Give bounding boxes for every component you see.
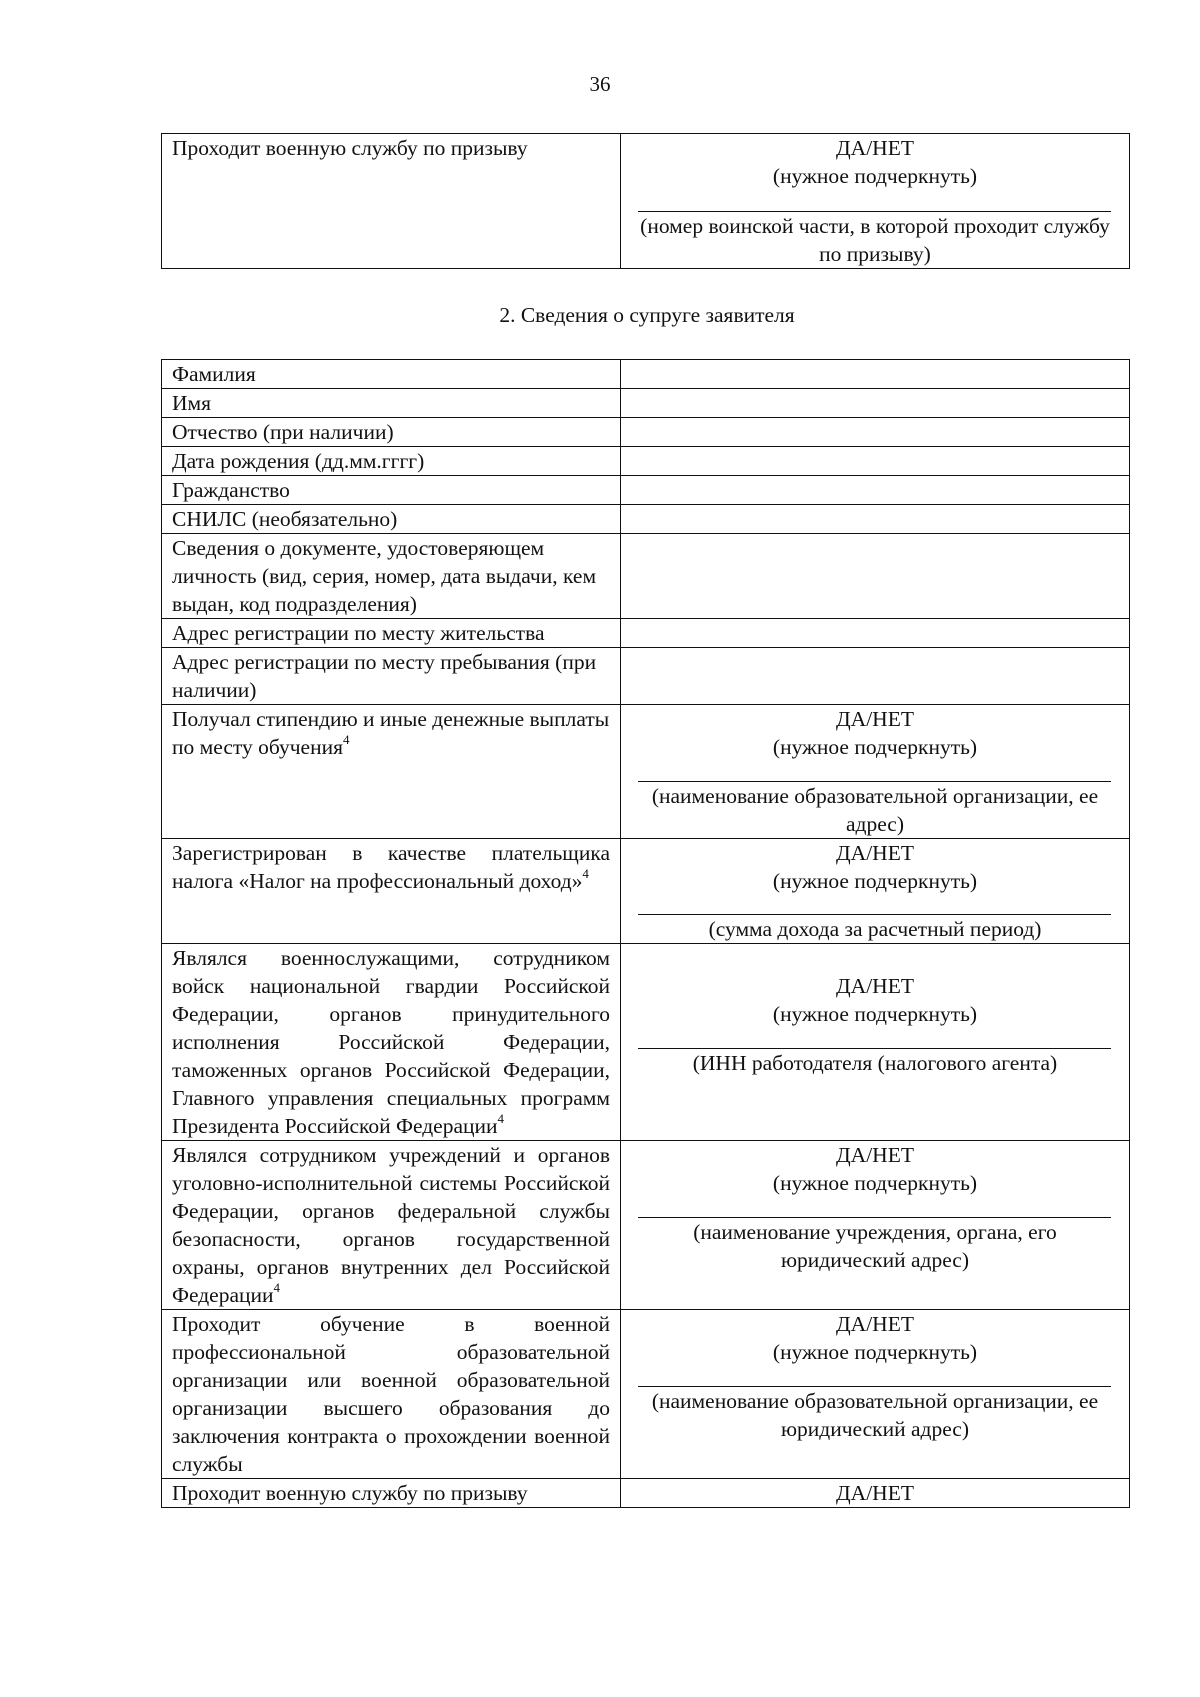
page-number: 36 [589, 72, 611, 96]
field-caption: (сумма дохода за расчетный период) [708, 917, 1042, 941]
spouse-info-table [161, 359, 1130, 1508]
row-label-cell [162, 839, 621, 944]
field-caption: (ИНН работодателя (налогового агента) [692, 1051, 1058, 1075]
input-cell[interactable] [621, 648, 1130, 705]
input-cell[interactable] [621, 476, 1130, 505]
row-label-cell [162, 705, 621, 839]
yes-no-choice[interactable]: ДА/НЕТ [836, 1481, 914, 1505]
yes-no-choice[interactable]: ДА/НЕТ [836, 136, 914, 160]
row-label: Зарегистрирован в качестве плательщика налога «Налог на профессиональный доход» [172, 841, 610, 893]
table-row [162, 944, 1130, 1141]
row-value-cell [621, 134, 1130, 269]
row-label: Адрес регистрации по месту пребывания (при наличии) [162, 648, 621, 705]
row-label: Фамилия [162, 360, 621, 389]
underline-hint: (нужное подчеркнуть) [772, 1340, 978, 1364]
row-label-cell [162, 944, 621, 1141]
table-row [162, 1479, 1130, 1508]
row-value-cell [621, 839, 1130, 944]
input-cell[interactable] [621, 505, 1130, 534]
row-value-cell [621, 1141, 1130, 1310]
input-cell[interactable] [621, 360, 1130, 389]
row-label: Проходит военную службу по призыву [162, 134, 621, 269]
table-row [162, 134, 1130, 269]
yes-no-choice[interactable]: ДА/НЕТ [836, 1143, 914, 1167]
row-label: Являлся военнослужащими, сотрудником войск национальной гвардии Российской Федерации, органов принудительного исполнения Российской Федерации, таможенных органов Российской Федерации, Главного управления специальных программ Президента Российской Федерации [172, 946, 610, 1138]
row-label-cell [162, 1141, 621, 1310]
row-value-cell [621, 1310, 1130, 1479]
input-cell[interactable] [621, 447, 1130, 476]
input-cell[interactable] [621, 418, 1130, 447]
table-row [162, 447, 1130, 476]
table-row [162, 648, 1130, 705]
underline-hint: (нужное подчеркнуть) [772, 1002, 978, 1026]
row-label: СНИЛС (необязательно) [162, 505, 621, 534]
table-row [162, 839, 1130, 944]
yes-no-choice[interactable]: ДА/НЕТ [836, 974, 914, 998]
row-label: Адрес регистрации по месту жительства [162, 619, 621, 648]
input-cell[interactable] [621, 389, 1130, 418]
row-value-cell [621, 1479, 1130, 1508]
row-label: Отчество (при наличии) [162, 418, 621, 447]
underline-hint: (нужное подчеркнуть) [772, 1171, 978, 1195]
field-caption: (номер воинской части, в которой проходит службу по призыву) [640, 214, 1110, 266]
yes-no-choice[interactable]: ДА/НЕТ [836, 707, 914, 731]
table-row [162, 389, 1130, 418]
row-label: Проходит обучение в военной профессиональной образовательной организации или военной образовательной организации высшего образования до заключения контракта о прохождении военной службы [162, 1310, 621, 1479]
table-row [162, 360, 1130, 389]
yes-no-choice[interactable]: ДА/НЕТ [836, 1312, 914, 1336]
footnote-mark: 4 [582, 865, 589, 881]
table-row [162, 418, 1130, 447]
row-label: Имя [162, 389, 621, 418]
footnote-mark: 4 [273, 1279, 281, 1295]
table-row [162, 534, 1130, 619]
field-caption: (наименование образовательной организации, ее юридический адрес) [651, 1389, 1099, 1441]
table-row [162, 505, 1130, 534]
input-cell[interactable] [621, 534, 1130, 619]
military-service-table [161, 133, 1130, 269]
table-row [162, 1310, 1130, 1479]
table-row [162, 1141, 1130, 1310]
table-row [162, 705, 1130, 839]
row-label: Проходит военную службу по призыву [162, 1479, 621, 1508]
underline-hint: (нужное подчеркнуть) [772, 869, 978, 893]
row-label: Гражданство [162, 476, 621, 505]
row-label: Получал стипендию и иные денежные выплаты по месту обучения [172, 707, 610, 759]
underline-hint: (нужное подчеркнуть) [772, 735, 978, 759]
section-heading: 2. Сведения о супруге заявителя [499, 303, 795, 327]
row-value-cell [621, 944, 1130, 1141]
field-caption: (наименование учреждения, органа, его юридический адрес) [693, 1220, 1057, 1272]
field-caption: (наименование образовательной организации, ее адрес) [651, 784, 1099, 836]
row-label: Являлся сотрудником учреждений и органов уголовно-исполнительной системы Российской Федерации, органов федеральной службы безопасности, органов государственной охраны, органов внутренних дел Российской Федерации [172, 1143, 610, 1307]
input-cell[interactable] [621, 619, 1130, 648]
row-label: Сведения о документе, удостоверяющем личность (вид, серия, номер, дата выдачи, кем выдан, код подразделения) [162, 534, 621, 619]
footnote-mark: 4 [342, 731, 350, 747]
yes-no-choice[interactable]: ДА/НЕТ [836, 841, 914, 865]
table-row [162, 476, 1130, 505]
row-value-cell [621, 705, 1130, 839]
row-label: Дата рождения (дд.мм.гггг) [162, 447, 621, 476]
table-row [162, 619, 1130, 648]
underline-hint: (нужное подчеркнуть) [772, 164, 978, 188]
footnote-mark: 4 [497, 1110, 505, 1126]
